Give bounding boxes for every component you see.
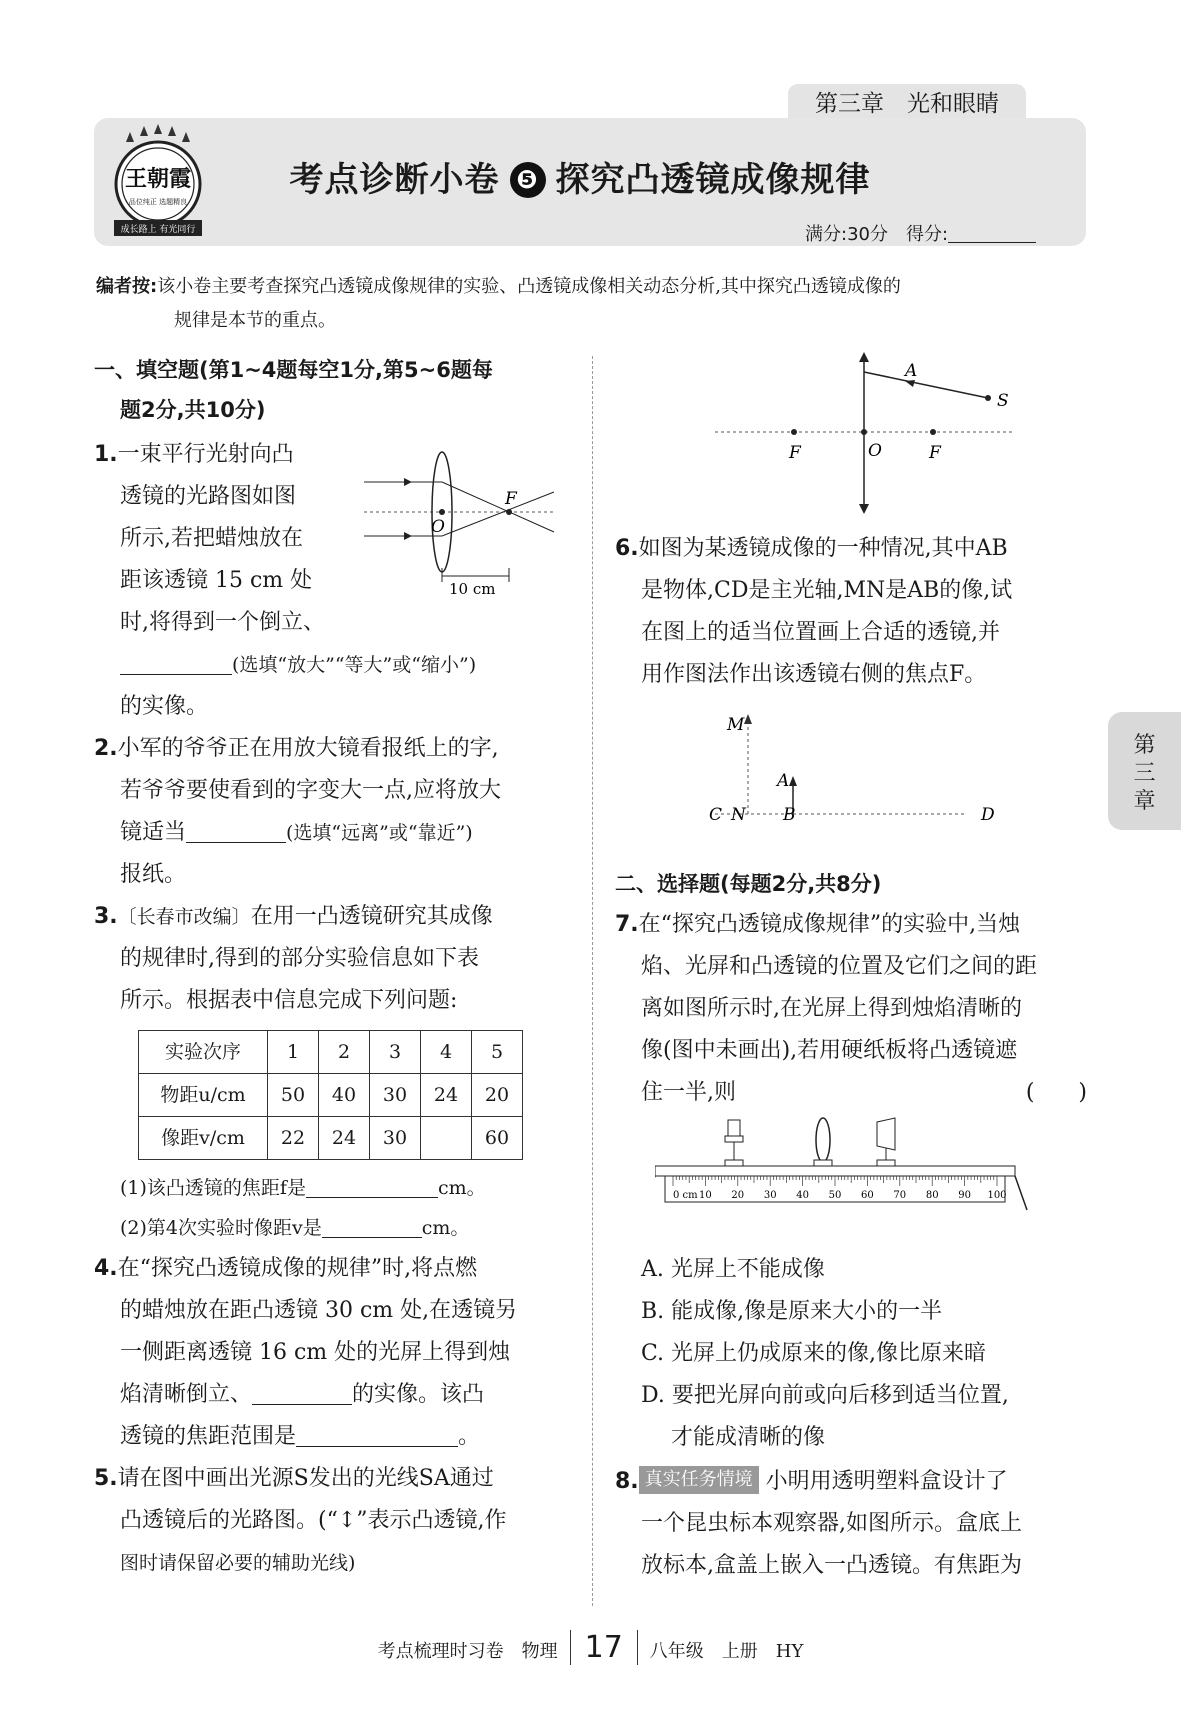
ruler-label: 0 cm bbox=[673, 1190, 698, 1201]
q3-focal-blank[interactable] bbox=[306, 1173, 438, 1198]
score-line: 满分:30分 得分: bbox=[805, 220, 1036, 246]
svg-text:O: O bbox=[868, 441, 882, 461]
right-column bbox=[615, 350, 1087, 1587]
question-8: 8. 真实任务情境 小明用透明塑料盒设计了 一个昆虫标本观察器,如图所示。盒底上 放标本,盒盖上嵌入一凸透镜。有焦距为 bbox=[615, 1461, 1087, 1587]
section2-title: 二、选择题(每题2分,共8分) bbox=[615, 872, 882, 896]
ruler-label: 70 bbox=[893, 1190, 907, 1201]
svg-text:S: S bbox=[997, 391, 1009, 411]
svg-text:F: F bbox=[789, 443, 801, 463]
q4-image-blank[interactable] bbox=[252, 1380, 352, 1405]
page-number: 17 bbox=[570, 1630, 638, 1665]
page-footer: 考点梳理时习卷 物理 17 八年级 上册 HY bbox=[377, 1630, 804, 1665]
score-blank[interactable] bbox=[948, 224, 1036, 243]
logo-name: 王朝霞 bbox=[124, 166, 192, 192]
q2-answer-blank[interactable] bbox=[186, 818, 286, 843]
chapter-side-tab: 第 三 章 bbox=[1108, 712, 1181, 830]
task-context-tag: 真实任务情境 bbox=[639, 1466, 759, 1494]
q7-option-c[interactable]: C. 光屏上仍成原来的像,像比原来暗 bbox=[641, 1341, 987, 1366]
q7-option-b[interactable]: B. 能成像,像是原来大小的一半 bbox=[641, 1299, 943, 1324]
svg-text:A: A bbox=[777, 771, 790, 791]
left-column: 一、填空题(第1~4题每空1分,第5~6题每 题2分,共10分) 1.一束平行光射向凸 透镜的光路图如图 所示,若把蜡烛放在 距该透镜 15 cm 处 时,将得到一个倒立、 (选填“放大”“等大”或“缩小”) 的实像。 O F 10 cm 2.小军的爷爷正在用放大镜看报纸上的字, 若爷爷要使看到的字变大一点,应将放大 镜适当 (选填“远离”或“靠近”) 报纸。 3.〔长春市改编〕在用一凸透镜研究其成像 的规律时,得到的部分实验信息如下表 所示。根据表中信息完成下列问题: 实验次序 1 2 3 4 5 物距u/cm 50 40 30 24 20 像距v/cm 22 24 30 60 (1)该凸透镜的焦距f是 cm。 (2)第4次实验时像距v是 cm。 4.在“探究凸透镜成像的规律”时,将点燃 的蜡烛放在距凸透镜 30 cm 处,在透镜另 一侧距离透镜 16 cm 处的光屏上得到烛 焰清晰倒立、 的实像。该凸 透镜的焦距范围是 。 5.请在图中画出光源S发出的光线SA通过 凸透镜后的光路图。(“↕”表示凸透镜,作 图时请保留必要的辅助光线) bbox=[94, 350, 564, 1584]
ruler-label: 90 bbox=[958, 1190, 971, 1201]
section1-title: 一、填空题(第1~4题每空1分,第5~6题每 bbox=[94, 358, 493, 382]
question-6: 6.如图为某透镜成像的一种情况,其中AB 是物体,CD是主光轴,MN是AB的像,试 在图上的适当位置画上合适的透镜,并 用作图法作出该透镜右侧的焦点F。 bbox=[615, 536, 1013, 687]
question-1: 1.一束平行光射向凸 透镜的光路图如图 所示,若把蜡烛放在 距该透镜 15 cm 处 时,将得到一个倒立、 (选填“放大”“等大”或“缩小”) 的实像。 O F 10 cm bbox=[94, 434, 564, 728]
q7-option-a[interactable]: A. 光屏上不能成像 bbox=[641, 1257, 825, 1282]
editor-note: 编者按:该小卷主要考查探究凸透镜成像规律的实验、凸透镜成像相关动态分析,其中探究凸透镜成像的 规律是本节的重点。 bbox=[96, 276, 901, 331]
question-7: 7.在“探究凸透镜成像规律”的实验中,当烛 焰、光屏和凸透镜的位置及它们之间的距 离如图所示时,在光屏上得到烛焰清晰的 像(图中未画出),若用硬纸板将凸透镜遮 住一半,则 ( ) 0 cm 10 20 30 40 50 60 70 80 90 100 A. 光屏上不能成像 B. 能成像,像是原来大小的一半 C. 光屏上仍成原来的像,像比原来暗 D. 要把光屏向前或向后移到适当位置, 才能成清晰的像 bbox=[615, 912, 1087, 1450]
question-4: 4.在“探究凸透镜成像的规律”时,将点燃 的蜡烛放在距凸透镜 30 cm 处,在透镜另 一侧距离透镜 16 cm 处的光屏上得到烛 焰清晰倒立、 的实像。该凸 透镜的焦距范围是 。 bbox=[94, 1256, 518, 1449]
question-5: 5.请在图中画出光源S发出的光线SA通过 凸透镜后的光路图。(“↕”表示凸透镜,作 图时请保留必要的辅助光线) bbox=[94, 1466, 507, 1574]
q3-image-distance-blank[interactable] bbox=[322, 1213, 422, 1238]
ruler-label: 100 bbox=[987, 1190, 1007, 1201]
svg-text:10 cm: 10 cm bbox=[449, 580, 496, 598]
logo-ribbon: 成长路上 有光同行 bbox=[120, 225, 196, 235]
ruler-label: 10 bbox=[699, 1190, 712, 1201]
ruler-label: 20 bbox=[731, 1190, 745, 1201]
q7-option-d[interactable]: D. 要把光屏向前或向后移到适当位置, bbox=[641, 1383, 1009, 1408]
q3-data-table: 实验次序 1 2 3 4 5 物距u/cm 50 40 30 24 20 像距v/cm 22 24 30 60 bbox=[138, 1030, 523, 1160]
q6-figure bbox=[615, 696, 1035, 846]
ruler-label: 80 bbox=[925, 1190, 939, 1201]
publisher-logo bbox=[106, 124, 210, 242]
ruler-label: 30 bbox=[763, 1190, 777, 1201]
svg-text:F: F bbox=[929, 443, 941, 463]
q7-answer-paren[interactable]: ( ) bbox=[1025, 1080, 1087, 1105]
logo-slogan: 品位纯正 选题精良 bbox=[128, 198, 188, 206]
column-divider bbox=[592, 356, 593, 1606]
ruler-label: 50 bbox=[828, 1190, 842, 1201]
svg-text:N: N bbox=[731, 805, 746, 825]
svg-text:B: B bbox=[783, 805, 796, 825]
q1-answer-blank[interactable] bbox=[120, 650, 232, 675]
svg-text:O: O bbox=[431, 517, 445, 537]
question-2: 2.小军的爷爷正在用放大镜看报纸上的字, 若爷爷要使看到的字变大一点,应将放大 镜适当 (选填“远离”或“靠近”) 报纸。 bbox=[94, 736, 501, 887]
page-title: 考点诊断小卷 ❺ 探究凸透镜成像规律 bbox=[289, 160, 871, 200]
q1-lens-figure bbox=[364, 440, 564, 600]
svg-text:A: A bbox=[905, 361, 918, 381]
question-3: 3.〔长春市改编〕在用一凸透镜研究其成像 的规律时,得到的部分实验信息如下表 所示。根据表中信息完成下列问题: 实验次序 1 2 3 4 5 物距u/cm 50 40 30 24 20 像距v/cm 22 24 30 60 (1)该凸透镜的焦距f是 cm。 (2)第4次实验时像距v是 cm。 bbox=[94, 896, 564, 1248]
quiz-number-badge: ❺ bbox=[510, 162, 546, 198]
svg-text:D: D bbox=[981, 805, 995, 825]
q4-range-blank[interactable] bbox=[296, 1422, 458, 1447]
svg-text:C: C bbox=[709, 805, 723, 825]
svg-text:M: M bbox=[727, 715, 745, 735]
q7-optical-bench-figure bbox=[655, 1114, 1075, 1234]
q5-figure bbox=[615, 350, 1035, 520]
chapter-tab: 第三章 光和眼睛 bbox=[788, 84, 1026, 124]
ruler-label: 60 bbox=[861, 1190, 874, 1201]
ruler-label: 40 bbox=[796, 1190, 809, 1201]
svg-text:F: F bbox=[505, 489, 517, 509]
